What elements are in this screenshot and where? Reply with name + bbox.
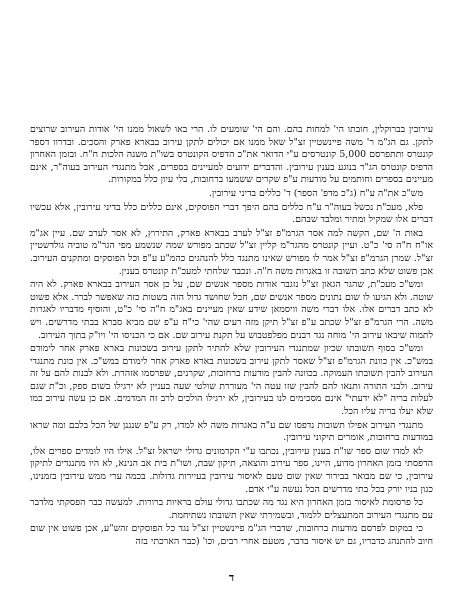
paragraph-6: ומש"כ בסוף תשובתו שכיון שמתנגדי העירובין שלא להתיר לתקן עירוב בשכונות בארא פארק אחר לימודם במש"כ. אין כוונת הגרמ"פ זצ"ל שאסר לתקן עירוב בשכונות בארא פארק אחר לימודם במש"כ. אין כונת מתנגדי העירוב להבין תשובתו העמוקה. בכוונה להבין מודעות ברחובות, שקרנים, שפרסמו אזהרת. ולא לבנות להם על זה עירוב. ולבני התורה ותנאו להם להבין שזו עטה הי' מעוררת שולטי שעה בעניין לא ירגילו בשום ספק, וכ"ת שגם לעלות בריה "לא ידעתי" אינם מסכימים לנו בעירובין, לא ירגילו הולכים לרב זה המדמים. אם כן עשה עירוב כמו שלא יעלו בריה עליו הכל. [30, 343, 433, 418]
paragraph-1: עירובין בברוקלין, חובתו הי' למחות בהם. והם הי' שומעים לו. הרי באו לשאול ממנו הי' אודות העירוב שרוצים לתקן. גם הג"מ ר' משה פיינשטיין זצ"ל שאל ממנו אם יכולים לתקן עירוב בבארא פארק והסכים. ובדרוו דספר קונטרס ותתפרסם 5,000 קונטרסים ע"י הדואר את"כ הדפיס הקונטרס בשו"ת משנה הלכות ח"ח. ובזמן האחרון הדפיס קונטרס הג"ר בנוגע בענין עירובין. והדברים ידועים למעיינים בספרים, אבל מתנגדי העירוב בעוה"ר, אינם מעיינים בספרים וחותמים על מודעות ע"פ שקרים ששמעו ברחובות, בלי עיון כלל במקורות. [30, 124, 434, 186]
paragraph-2: מש"כ את"ה ע"ח (ג"כ מדפ' הספר) ד' כללים בדיני עירובין. [208, 187, 423, 199]
paragraph-7: מתנגדי העירוב אפילו תשובות נדפסו שם ע"ה באגרות משה לא למדו, רק ע"פ שנגנן של הכל בלבם ומה שראו במודעות ברחובות, אומרים תיקוני עירובין. [30, 419, 433, 444]
document-body [30, 124, 433, 550]
paragraph-4: באות ה' שם, הקשה למה אסר הגרמ"פ זצ"ל לערב בבארא פארק, התירוץ, לא אסר לערב שם. עיין אג"מ או"ח ח"ה סי' כ"ט. ועיין קונטרס מהגר"מ קליין זצ"ל שכתב מפורש שמה שנשמע מפי הגר"מ טוביה גולדשטיין זצ"ל. שמרן הגרמ"פ זצ"ל אמר לו מפורש שאינו מתנגד כלל להנהגים כהמ"ע ע"פ וכל הפוסקים ומתקנים העירוב. אכן פשוט שלא כתב תשובה זו באגרות משה ח"ה. ונכבד שלחתי למעכ"ת קונטרס בענין. [30, 227, 433, 277]
paragraph-3: פלא, מעכ"ת נכשל בעוה"ר ע"ח כללים בהם היפך דברי הפוסקים, אינם כללים כלל בדיני עירובין, אלא עכשיו דברים אלו שמקיל ומתיר ומלבד שבהם. [30, 201, 433, 226]
paragraph-8: לא למדו שום ספר שו"ת בענין עירובין, נכתבו ע"י הקדמונים גדולי ישראל זצ"ל. אילו היו לומדים ספרים אלו, הדפסתי בזמן האחרון מדוע, היינו, ספר עירוב והוצאה, תיקון שבת, ושו"ת בית אב הנינא, לא היו מתנגדים לתיקון עירובין, כי שם מבואר בבירור שאין שום טעם לאיסור עירובין בעיירות גדולות. בכמה ערי ממש עירובין בזמנינו, כגון בניו יורק בכל בתי מדרשים הכל נעשה ע"י אדם. [30, 445, 433, 495]
paragraph-10: כי במקום לפרסם מודעות ברחובות, שדברי הג"מ פיינשטיין זצ"ל נגד כל הפוסקים זהש"ע, אכן פשוט אין שום חיוב להתנהג כדבריו, גם יש איסור בדבר, מטעם אחרי רבים, וכו' (כבר הארכתי בזה [30, 523, 433, 547]
paragraph-5: ומש"כ מעכ"ת, שהגר הגאון זצ"ל נזגבר אודות מספר אנשים שם, על כן אסר העירוב בבארא פארק. לא היה שוטה. ולא הגיעו לו שום נתונים מספר אנשים שם, חבל שחושד גדול הזה בשטות כזה שאפשר לברר. אלא פשוט לא כתב דברים אלו. אלו דברי משה וויסמאן שידע שאין מעיינים באג"מ ח"ה סי' כ"ט, והוסיף מדבריו לאגרות משה. הרי הגרמ"פ זצ"ל שכתב ע"פ זצ"ל תיקן מזה רעים שהי' כי"ח ע"פ שם מביא סברא בבתי מדרשים. ויש לתמוה שיבאו עירוב הי' מוחה נגד רבנים מפלפטבוש על תקנת עירוב שם. אם כי הכניסו הי' ויו"ק בתוך העירוב. [30, 279, 433, 341]
paragraph-9: כל פרסומת לאיסור בזמן האחרון היא נגד מה שכתבו גדולי עולם בראיות ברורות. למעשה כבר הפסקתי מלדבר עם מתנגדי העירוב המתעצלים ללמוד, ובשמירתי שאין תשובתו נשתיחמת. [30, 497, 433, 521]
page-number: ד [228, 571, 235, 584]
